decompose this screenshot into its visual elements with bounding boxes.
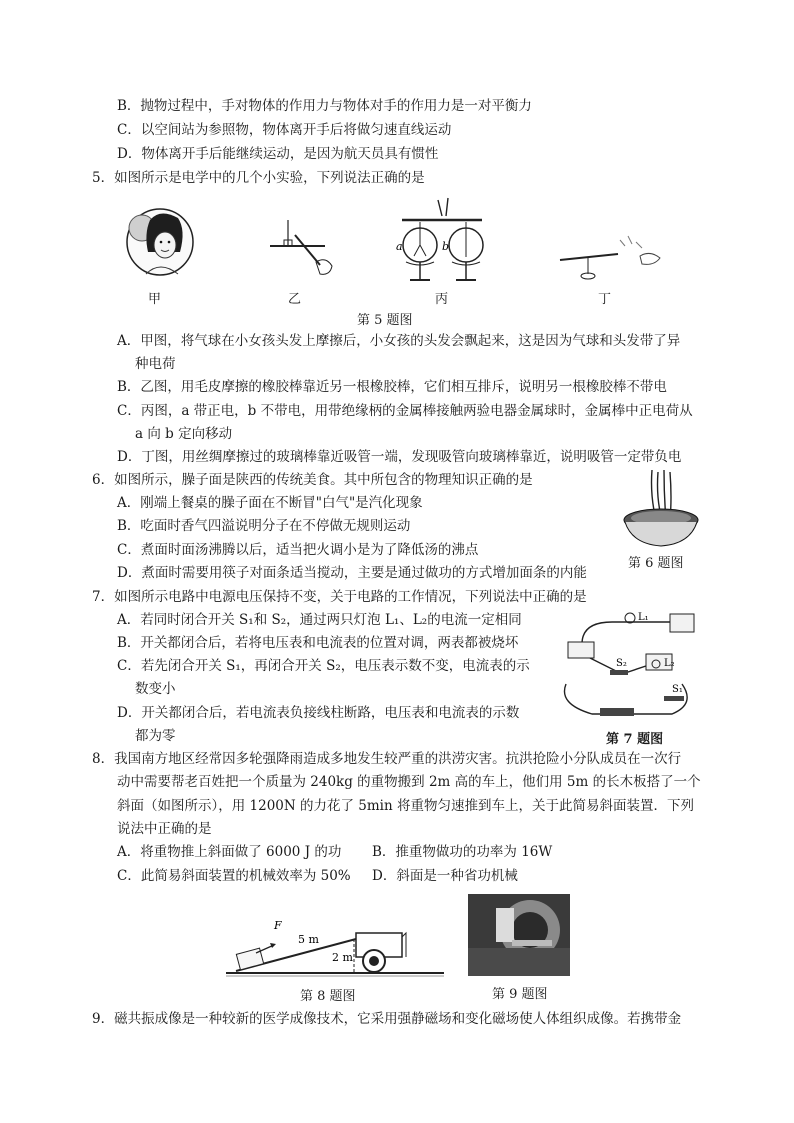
electroscope-a-label: a [396,240,403,253]
inclined-plane-illustration [226,915,446,980]
q7-option-c: C．若先闭合开关 S₁，再闭合开关 S₂，电压表示数不变，电流表的示 [117,658,530,674]
figure-5-label-yi: 乙 [288,292,302,307]
q8-stem-line4: 说法中正确的是 [117,821,212,837]
q6-option-d: D．煮面时需要用筷子对面条适当搅动，主要是通过做功的方式增加面条的内能 [117,565,587,581]
q7-option-d-cont: 都为零 [135,728,176,744]
q6-option-a: A．刚端上餐桌的臊子面在不断冒"白气"是汽化现象 [117,495,423,511]
q5-option-c-cont: a 向 b 定向移动 [135,426,233,442]
figure-5-caption: 第 5 题图 [357,313,413,328]
figure-6-caption: 第 6 题图 [628,556,684,571]
slope-length-label: 5 m [298,933,319,946]
q8-option-c: C．此简易斜面装置的机械效率为 50% [117,868,351,884]
q4-option-d: D．物体离开手后能继续运动，是因为航天员具有惯性 [117,146,439,162]
figure-6 [622,470,700,550]
q7-option-d: D．开关都闭合后，若电流表负接线柱断路，电压表和电流表的示数 [117,705,520,721]
q5-option-d: D．丁图，用丝绸摩擦过的玻璃棒靠近吸管一端，发现吸管向玻璃棒靠近，说明吸管一定带负电 [117,449,682,465]
q8-option-a: A．将重物推上斜面做了 6000 J 的功 [117,844,342,860]
q7-stem: 7．如图所示电路中电源电压保持不变，关于电路的工作情况，下列说法中正确的是 [92,589,587,605]
q8-stem-line3: 斜面（如图所示），用 1200N 的力花了 5min 将重物匀速推到车上，关于此简易斜面装置．下列 [117,798,694,814]
figure-9-caption: 第 9 题图 [492,987,548,1002]
figure-8-caption: 第 8 题图 [300,989,356,1004]
rubber-rod-illustration [270,220,332,274]
q7-option-c-cont: 数变小 [135,681,176,697]
q8-option-b: B．推重物做功的功率为 16W [372,844,553,860]
noodle-bowl-illustration [622,470,700,550]
q5-option-a-cont: 种电荷 [135,356,176,372]
q4-option-c: C．以空间站为参照物，物体离开手后将做匀速直线运动 [117,122,452,138]
figure-7 [552,604,702,726]
lamp-l1-label: L₁ [638,612,649,623]
switch-s2-label: S₂ [616,658,627,669]
figure-5-label-ding: 丁 [598,292,612,307]
q9-stem: 9．磁共振成像是一种较新的医学成像技术，它采用强静磁场和变化磁场使人体组织成像。若携带金 [92,1011,682,1027]
straw-illustration [560,236,660,279]
figure-9-mri-photo [468,894,570,976]
q6-option-c: C．煮面时面汤沸腾以后，适当把火调小是为了降低汤的沸点 [117,542,479,558]
q5-stem: 5．如图所示是电学中的几个小实验，下列说法正确的是 [92,170,425,186]
q6-stem: 6．如图所示，臊子面是陕西的传统美食。其中所包含的物理知识正确的是 [92,472,533,488]
q4-option-b: B．抛物过程中，手对物体的作用力与物体对手的作用力是一对平衡力 [117,98,532,114]
q8-stem-line2: 动中需要帮老百姓把一个质量为 240kg 的重物搬到 2m 高的车上，他们用 5m 的长木板搭了一个 [117,774,701,790]
q7-option-b: B．开关都闭合后，若将电压表和电流表的位置对调，两表都被烧坏 [117,635,519,651]
figure-5-label-bing: 丙 [435,292,449,307]
q6-option-b: B．吃面时香气四溢说明分子在不停做无规则运动 [117,518,411,534]
circuit-illustration [552,604,702,726]
q5-option-a: A．甲图，将气球在小女孩头发上摩擦后，小女孩的头发会飘起来，这是因为气球和头发带了异 [117,333,681,349]
q5-option-c: C．丙图，a 带正电，b 不带电，用带绝缘柄的金属棒接触两验电器金属球时，金属棒中正电荷从 [117,403,693,419]
figure-5-label-jia: 甲 [148,292,162,307]
switch-s1-label: S₁ [672,684,683,695]
q8-option-d: D．斜面是一种省功机械 [372,868,518,884]
electroscope-b-label: b [442,240,450,253]
lamp-l2-label: L₂ [664,658,675,669]
q8-stem-line1: 8．我国南方地区经常因多轮强降雨造成多地发生较严重的洪涝灾害。抗洪抢险小分队成员在一次行 [92,751,682,767]
figure-5-drawing [120,190,700,308]
slope-height-label: 2 m [332,951,353,964]
force-label: F [274,919,282,932]
q7-option-a: A．若同时闭合开关 S₁和 S₂，通过两只灯泡 L₁、L₂的电流一定相同 [117,612,522,628]
electroscopes-illustration [396,198,483,280]
girl-with-balloon-illustration [127,209,193,275]
figure-8 [226,915,446,980]
q5-option-b: B．乙图，用毛皮摩擦的橡胶棒靠近另一根橡胶棒，它们相互排斥，说明另一根橡胶棒不带电 [117,379,667,395]
mri-machine-photo [468,894,570,976]
figure-5 [120,190,700,308]
figure-7-caption: 第 7 题图 [606,732,664,747]
